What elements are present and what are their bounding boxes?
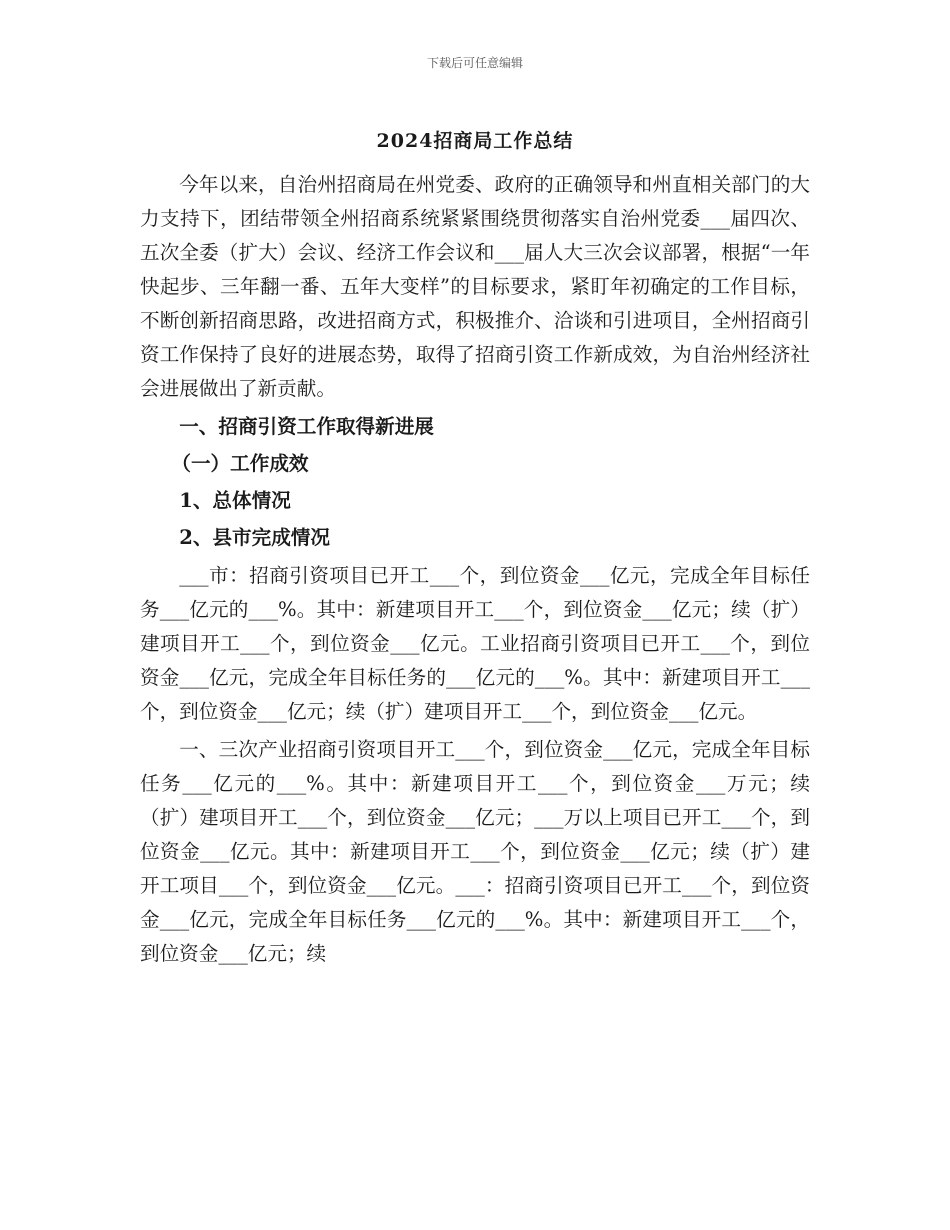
intro-paragraph: 今年以来，自治州招商局在州党委、政府的正确领导和州直相关部门的大力支持下，团结带领全州招商系统紧紧围绕贯彻落实自治州党委___届四次、五次全委（扩大）会议、经济工作会议和___届人大三次会议部署，根据“一年快起步、三年翻一番、五年大变样”的目标要求，紧盯年初确定的工作目标，不断创新招商思路，改进招商方式，积极推介、洽谈和引进项目，全州招商引资工作保持了良好的进展态势，取得了招商引资工作新成效，为自治州经济社会进展做出了新贡献。 [140, 173, 810, 400]
document-body [140, 168, 810, 971]
header-note: 下载后可任意编辑 [426, 56, 523, 70]
city-paragraph: ___市：招商引资项目已开工___个，到位资金___亿元，完成全年目标任务___亿元的___%。其中：新建项目开工___个，到位资金___亿元；续（扩）建项目开工___个，到位资金___亿元。工业招商引资项目已开工___个，到位资金___亿元，完成全年目标任务的___亿元的___%。其中：新建项目开工___个，到位资金___亿元；续（扩）建项目开工___个，到位资金___亿元。 [140, 564, 810, 723]
section-heading-2: （一）工作成效 [171, 452, 309, 475]
section-heading-3a: 1、总体情况 [179, 489, 291, 512]
industry-paragraph: 一、三次产业招商引资项目开工___个，到位资金___亿元，完成全年目标任务___亿元的___%。其中：新建项目开工___个，到位资金___万元；续（扩）建项目开工___个，到位资金___亿元；___万以上项目已开工___个，到位资金___亿元。其中：新建项目开工___个，到位资金___亿元；续（扩）建开工项目___个，到位资金___亿元。___：招商引资项目已开工___个，到位资金___亿元，完成全年目标任务___亿元的___%。其中：新建项目开工___个，到位资金___亿元；续 [140, 738, 810, 965]
section-heading-3b: 2、县市完成情况 [179, 526, 330, 549]
section-heading-1: 一、招商引资工作取得新进展 [179, 415, 434, 438]
document-title: 2024招商局工作总结 [376, 130, 574, 152]
